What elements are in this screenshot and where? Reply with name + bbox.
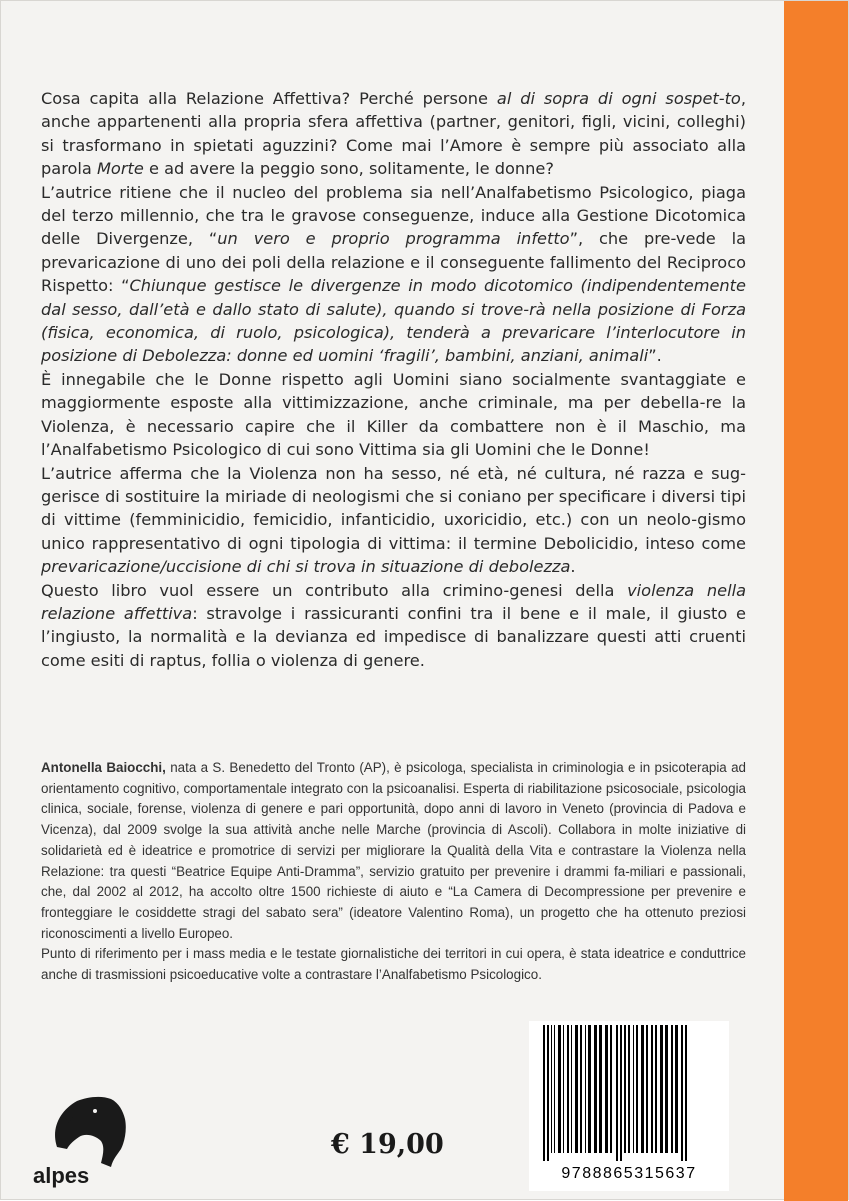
barcode-bar (651, 1025, 653, 1153)
isbn-barcode (529, 1021, 729, 1191)
barcode-bar (567, 1025, 569, 1153)
barcode-bar (681, 1025, 683, 1161)
author-name: Antonella Baiocchi, (41, 760, 166, 775)
barcode-bar (585, 1025, 586, 1153)
barcode-bar (610, 1025, 612, 1153)
author-bio (41, 758, 746, 986)
barcode-bar (616, 1025, 618, 1161)
barcode-bar (633, 1025, 634, 1153)
blurb-paragraph-2: L’autrice ritiene che il nucleo del problema sia nell’Analfabetismo Psicologico, piaga del terzo millennio, che tra le gravose conseguenze, induce alla Gestione Dicotomica delle Divergenze, “un vero e proprio programma infetto”, che pre-vede la prevaricazione di uno dei poli della relazione e il conseguente fallimento del Reciproco Rispetto: “Chiunque gestisce le divergenze in modo dicotomico (indipendentemente dal sesso, dall’età e dallo stato di salute), quando si trove-rà nella posizione di Forza (fisica, economica, di ruolo, psicologica), tenderà a prevaricare l’interlocutore in posizione di Debolezza: donne ed uomini ‘fragili’, bambini, anziani, animali”. (41, 182, 746, 366)
publisher-logo-text: alpes (33, 1163, 90, 1188)
barcode-bar (660, 1025, 663, 1153)
barcode-bar (563, 1025, 564, 1153)
barcode-bar (605, 1025, 608, 1153)
blurb-paragraph-1: Cosa capita alla Relazione Affettiva? Perché persone al di sopra di ogni sospet-to, anche appartenenti alla propria sfera affettiva (partner, genitori, figli, vicini, colleghi) si trasformano in spietati aguzzini? Come mai l’Amore è sempre più associato alla parola Morte e ad avere la peggio sono, solitamente, le donne? (41, 89, 746, 179)
barcode-bar (594, 1025, 597, 1153)
blurb-paragraph-4: L’autrice afferma che la Violenza non ha sesso, né età, né cultura, né razza e sug-gerisce di sostituire la miriade di neologismi che si coniano per specificare i diversi tipi di vittime (femminicidio, femicidio, infanticidio, uxoricidio, etc.) con un neolo-gismo unico rappresentativo di ogni tipologia di vittima: il termine Debolicidio, inteso come prevaricazione/uccisione di chi si trova in situazione di debolezza. (41, 463, 746, 577)
barcode-bar (675, 1025, 678, 1153)
barcode-bar (551, 1025, 552, 1153)
barcode-bar (547, 1025, 549, 1161)
barcode-bar (543, 1025, 545, 1161)
barcode-bar (671, 1025, 673, 1153)
barcode-bar (588, 1025, 591, 1153)
barcode-bar (620, 1025, 622, 1161)
barcode-bars (541, 1025, 717, 1165)
barcode-bar (665, 1025, 668, 1153)
author-bio-paragraph-1: Antonella Baiocchi, nata a S. Benedetto del Tronto (AP), è psicologa, specialista in criminologia e in psicoterapia ad orientamento cognitivo, comportamentale integrato con la psicoanalisi. Esperta di riabilitazione psicosociale, psicologia clinica, sociale, forense, violenza di genere e pari opportunità, dopo anni di lavoro in Veneto (provincia di Padova e Vicenza), dal 2009 svolge la sua attività anche nelle Marche (provincia di Ascoli). Collabora in molte iniziative di solidarietà ed è ideatrice e promotrice di servizi per migliorare la Qualità della Vita e contrastare la Violenza nella Relazione: tra questi “Beatrice Equipe Anti-Dramma”, servizio gratuito per prevenire i drammi fa-miliari e passionali, che, dal 2002 al 2012, ha accolto oltre 1500 richieste di aiuto e “La Camera di Decompressione per prevenire e fronteggiare le cosiddette stragi del sabato sera” (ideatore Valentino Roma), un progetto che ha ottenuto preziosi riconoscimenti a livello Europeo. (41, 760, 746, 941)
barcode-bar (624, 1025, 626, 1153)
blurb-paragraph-5: Questo libro vuol essere un contributo alla crimino-genesi della violenza nella relazione affettiva: stravolge i rassicuranti confini tra il bene e il male, il giusto e l’ingiusto, la normalità e la devianza ed impedisce di banalizzare questi atti cruenti come esiti di raptus, follia o violenza di genere. (41, 580, 746, 670)
cover-spine-stripe (784, 1, 848, 1201)
barcode-bar (685, 1025, 687, 1161)
blurb-paragraph-3: È innegabile che le Donne rispetto agli Uomini siano socialmente svantaggiate e maggiormente esposte alla vittimizzazione, anche criminale, ma per debella-re la Violenza, è necessario capire che il Killer da combattere non è il Maschio, ma l’Analfabetismo Psicologico di cui sono Vittima sia gli Uomini che le Donne! (41, 369, 746, 460)
isbn-number: 9788865315637 (561, 1165, 697, 1182)
barcode-bar (646, 1025, 648, 1153)
barcode-bar (599, 1025, 602, 1153)
barcode-bar (554, 1025, 555, 1153)
barcode-bar (636, 1025, 638, 1153)
alpes-horse-logo-icon (29, 1089, 149, 1189)
barcode-bar (571, 1025, 572, 1153)
price-label: € 19,00 (331, 1129, 444, 1160)
barcode-bar (575, 1025, 578, 1153)
barcode-bar (641, 1025, 644, 1153)
barcode-bar (628, 1025, 630, 1153)
blurb-text (41, 87, 746, 672)
barcode-bar (580, 1025, 582, 1153)
publisher-logo (29, 1089, 149, 1189)
author-bio-paragraph-2: Punto di riferimento per i mass media e le testate giornalistiche dei territori in cui opera, è stata ideatrice e conduttrice anche di trasmissioni psicoeducative volte a contrastare l’Analfabetismo Psicologico. (41, 946, 746, 983)
barcode-bar (655, 1025, 657, 1153)
barcode-bar (558, 1025, 561, 1153)
